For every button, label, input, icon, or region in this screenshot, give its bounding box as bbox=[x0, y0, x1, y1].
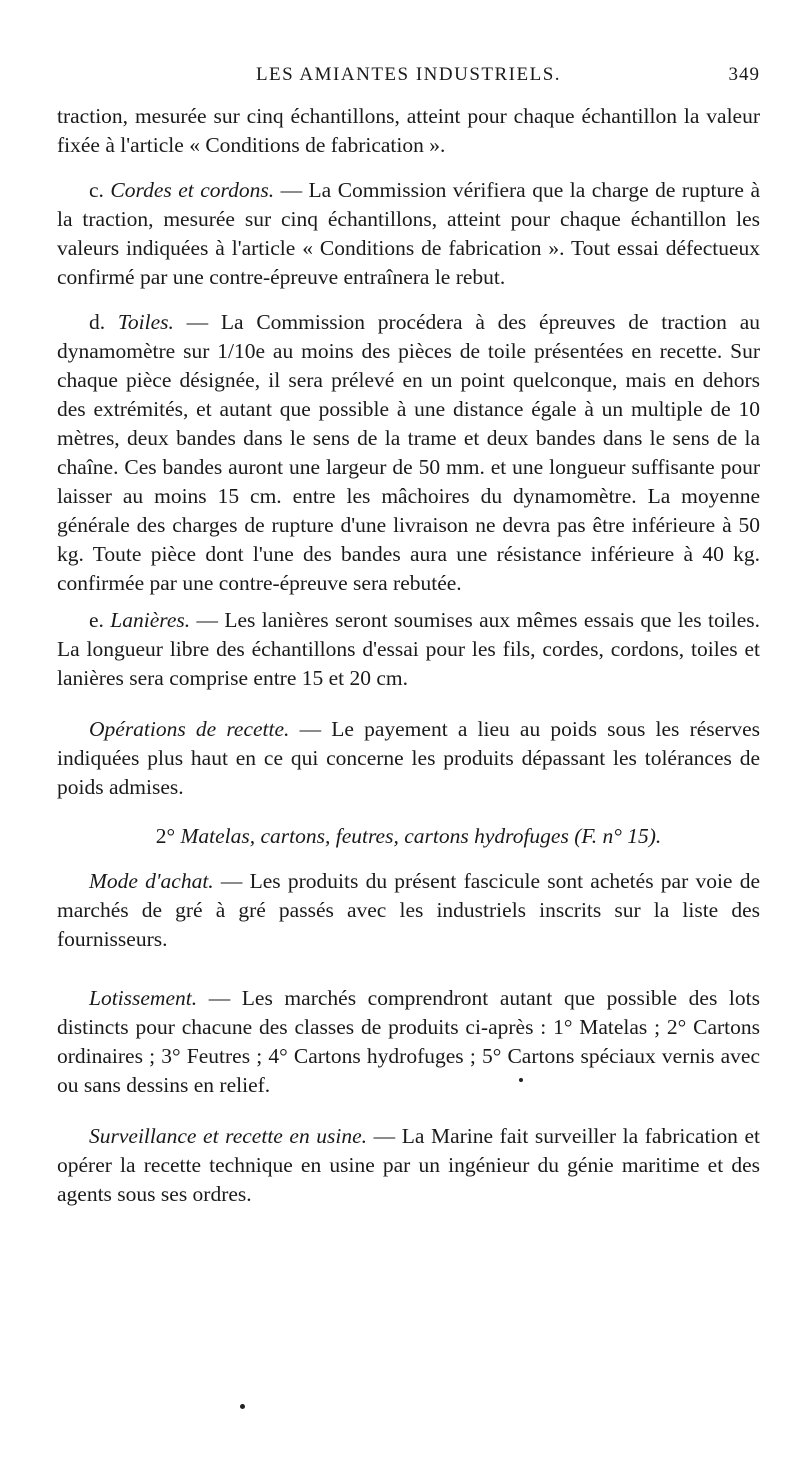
page-number: 349 bbox=[728, 64, 760, 85]
paragraph-lanieres bbox=[57, 606, 760, 693]
item-text: — La Commission vérifiera que la charge de rupture à la traction, mesurée sur cinq échantillons, atteint pour chaque échantillon les valeurs indiquées à l'article « Conditions de fabrication ». Tout essai défectueux confirmé par une contre-épreuve entraînera le rebut. bbox=[57, 178, 760, 289]
item-text: — La Commission procédera à des épreuves de traction au dynamomètre sur 1/10e au moins des pièces de toile présentées en recette. Sur chaque pièce désignée, il sera prélevé en un point quelconque, mais en dehors des extrémités, et autant que possible à une distance égale à un multiple de 10 mètres, deux bandes dans le sens de la trame et deux bandes dans le sens de la chaîne. Ces bandes auront une largeur de 50 mm. et une longueur suffisante pour laisser au moins 15 cm. entre les mâchoires du dynamomètre. La moyenne générale des charges de rupture d'une livraison ne devra pas être inférieure à 50 kg. Toute pièce dont l'une des bandes aura une résistance inférieure à 40 kg. confirmée par une contre-épreuve sera rebutée. bbox=[57, 310, 760, 595]
item-title: Cordes et cordons. bbox=[110, 178, 275, 202]
item-label: d. bbox=[89, 310, 106, 334]
item-title: Opérations de recette. bbox=[89, 717, 290, 741]
item-text: — La Marine fait surveiller la fabrication et opérer la recette technique en usine par un ingénieur du génie maritime et des agents sous ses ordres. bbox=[57, 1124, 760, 1206]
item-title: Surveillance et recette en usine. bbox=[89, 1124, 368, 1148]
item-label: e. bbox=[89, 608, 104, 632]
paragraph-toiles bbox=[57, 308, 760, 598]
section-reference: (F. n° 15). bbox=[574, 824, 662, 848]
item-text: — Les produits du présent fascicule sont achetés par voie de marchés de gré à gré passés avec les industriels inscrits sur la liste des fournisseurs. bbox=[57, 869, 760, 951]
item-text: — Les lanières seront soumises aux mêmes essais que les toiles. La longueur libre des échantillons d'essai pour les fils, cordes, cordons, toiles et lanières sera comprise entre 15 et 20 cm. bbox=[57, 608, 760, 690]
document-page bbox=[57, 60, 760, 1209]
section-heading bbox=[57, 822, 760, 851]
running-title: LES AMIANTES INDUSTRIELS. bbox=[255, 64, 562, 85]
print-speck-mark bbox=[519, 1078, 523, 1082]
section-title: Matelas, cartons, feutres, cartons hydrofuges bbox=[180, 824, 569, 848]
paragraph-operations-de-recette bbox=[57, 715, 760, 802]
item-title: Lanières. bbox=[110, 608, 191, 632]
item-title: Toiles. bbox=[117, 310, 174, 334]
item-text: — Le payement a lieu au poids sous les réserves indiquées plus haut en ce qui concerne les produits dépassant les tolérances de poids admises. bbox=[57, 717, 761, 799]
paragraph-traction-continued: traction, mesurée sur cinq échantillons, atteint pour chaque échantillon la valeur fixée à l'article « Conditions de fabrication ». bbox=[57, 104, 760, 157]
item-title: Mode d'achat. bbox=[89, 869, 214, 893]
section-number: 2° bbox=[155, 824, 176, 848]
item-title: Lotissement. bbox=[89, 986, 198, 1010]
paragraph-mode-d-achat bbox=[57, 867, 760, 954]
item-text: — Les marchés comprendront autant que possible des lots distincts pour chacune des classes de produits ci-après : 1° Matelas ; 2° Cartons ordinaires ; 3° Feutres ; 4° Cartons hydrofuges ; 5° Cartons spéciaux vernis avec ou sans dessins en relief. bbox=[57, 986, 760, 1097]
item-label: c. bbox=[89, 178, 104, 202]
paragraph-surveillance bbox=[57, 1122, 760, 1209]
page-header bbox=[57, 60, 760, 92]
paragraph-cordes-et-cordons bbox=[57, 176, 760, 292]
print-speck-mark bbox=[240, 1404, 245, 1409]
paragraph-lotissement bbox=[57, 984, 760, 1100]
